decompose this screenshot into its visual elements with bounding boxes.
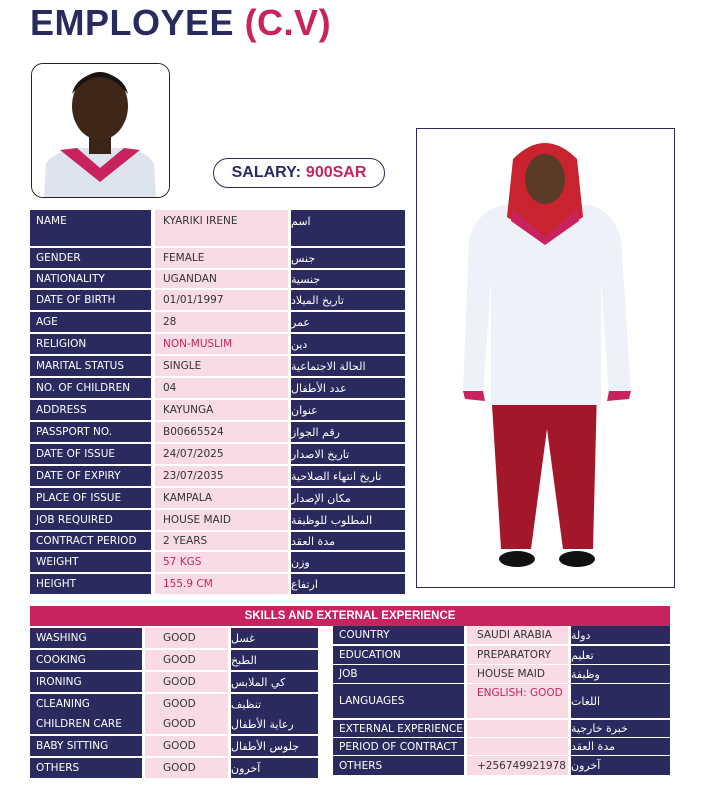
- experience-label-ar: دولة: [571, 626, 670, 644]
- skill-label-ar: آخرون: [231, 758, 318, 778]
- personal-value: HOUSE MAID: [155, 510, 288, 530]
- experience-label-ar: وظيفة: [571, 665, 670, 683]
- personal-label-ar: دين: [291, 334, 405, 354]
- personal-label-ar: جنسية: [291, 270, 405, 288]
- experience-label-ar: تعليم: [571, 646, 670, 664]
- personal-value: B00665524: [155, 422, 288, 442]
- experience-value: [467, 720, 568, 737]
- personal-value: 01/01/1997: [155, 290, 288, 310]
- full-body-photo: [416, 128, 675, 588]
- skill-value: GOOD: [145, 714, 228, 734]
- personal-label: ADDRESS: [30, 400, 151, 420]
- personal-value: SINGLE: [155, 356, 288, 376]
- skill-label-ar: تنظيف: [231, 694, 318, 714]
- personal-label: PLACE OF ISSUE: [30, 488, 151, 508]
- personal-label-ar: ارتفاع: [291, 574, 405, 594]
- skill-label-ar: جلوس الأطفال: [231, 736, 318, 756]
- personal-label: RELIGION: [30, 334, 151, 354]
- skill-value: GOOD: [145, 628, 228, 648]
- personal-label-ar: المطلوب للوظيفة: [291, 510, 405, 530]
- skill-label-ar: كي الملابس: [231, 672, 318, 692]
- personal-value: 04: [155, 378, 288, 398]
- experience-label-ar: مدة العقد: [571, 738, 670, 755]
- portrait-photo: [31, 63, 170, 198]
- skill-label: CHILDREN CARE: [30, 714, 142, 734]
- personal-label: PASSPORT NO.: [30, 422, 151, 442]
- experience-label: JOB: [333, 665, 464, 683]
- skill-value: GOOD: [145, 694, 228, 714]
- personal-label-ar: تاريخ الميلاد: [291, 290, 405, 310]
- skill-value: GOOD: [145, 650, 228, 670]
- personal-label: DATE OF BIRTH: [30, 290, 151, 310]
- personal-value: 155.9 CM: [155, 574, 288, 594]
- personal-label: DATE OF EXPIRY: [30, 466, 151, 486]
- personal-label-ar: تاريخ الاصدار: [291, 444, 405, 464]
- personal-label-ar: اسم: [291, 210, 405, 246]
- personal-value: 28: [155, 312, 288, 332]
- skill-label: OTHERS: [30, 758, 142, 778]
- personal-label: WEIGHT: [30, 552, 151, 572]
- experience-value: PREPARATORY: [467, 646, 568, 664]
- skill-label-ar: رعاية الأطفال: [231, 714, 318, 734]
- personal-label: AGE: [30, 312, 151, 332]
- experience-label-ar: اللغات: [571, 684, 670, 718]
- skill-label: CLEANING: [30, 694, 142, 714]
- personal-label: NATIONALITY: [30, 270, 151, 288]
- salary-badge: [213, 158, 385, 188]
- experience-label-ar: آخرون: [571, 756, 670, 775]
- personal-label-ar: الحالة الاجتماعية: [291, 356, 405, 376]
- personal-label-ar: مكان الإصدار: [291, 488, 405, 508]
- personal-label-ar: عمر: [291, 312, 405, 332]
- personal-value: 2 YEARS: [155, 532, 288, 550]
- personal-label-ar: مدة العقد: [291, 532, 405, 550]
- personal-label: HEIGHT: [30, 574, 151, 594]
- personal-value: FEMALE: [155, 248, 288, 268]
- personal-value: NON-MUSLIM: [155, 334, 288, 354]
- personal-label: NO. OF CHILDREN: [30, 378, 151, 398]
- skill-label-ar: الطبخ: [231, 650, 318, 670]
- personal-value: KAMPALA: [155, 488, 288, 508]
- skills-section-title: SKILLS AND EXTERNAL EXPERIENCE: [30, 606, 670, 626]
- personal-label: MARITAL STATUS: [30, 356, 151, 376]
- personal-value: UGANDAN: [155, 270, 288, 288]
- personal-label-ar: عنوان: [291, 400, 405, 420]
- personal-label-ar: عدد الأطفال: [291, 378, 405, 398]
- personal-value: KAYUNGA: [155, 400, 288, 420]
- personal-label: GENDER: [30, 248, 151, 268]
- experience-value: ENGLISH: GOOD: [467, 684, 568, 718]
- skill-value: GOOD: [145, 672, 228, 692]
- experience-label: COUNTRY: [333, 626, 464, 644]
- personal-label-ar: رقم الجواز: [291, 422, 405, 442]
- experience-label: OTHERS: [333, 756, 464, 775]
- personal-label: NAME: [30, 210, 151, 246]
- experience-label-ar: خبرة خارجية: [571, 720, 670, 737]
- personal-label-ar: تاريخ انتهاء الصلاحية: [291, 466, 405, 486]
- salary-value: 900SAR: [305, 164, 367, 181]
- skill-value: GOOD: [145, 736, 228, 756]
- title-cv: (C.V): [244, 2, 332, 43]
- personal-value: KYARIKI IRENE: [155, 210, 288, 246]
- skill-label: BABY SITTING: [30, 736, 142, 756]
- personal-label-ar: وزن: [291, 552, 405, 572]
- personal-label: DATE OF ISSUE: [30, 444, 151, 464]
- skill-label: WASHING: [30, 628, 142, 648]
- personal-label: JOB REQUIRED: [30, 510, 151, 530]
- experience-label: PERIOD OF CONTRACT: [333, 738, 464, 755]
- personal-value: 23/07/2035: [155, 466, 288, 486]
- salary-label: SALARY:: [231, 164, 301, 181]
- personal-value: 57 KGS: [155, 552, 288, 572]
- experience-value: [467, 738, 568, 755]
- page-title: [30, 2, 331, 44]
- personal-value: 24/07/2025: [155, 444, 288, 464]
- skill-label: COOKING: [30, 650, 142, 670]
- experience-value: +256749921978: [467, 756, 568, 775]
- experience-value: HOUSE MAID: [467, 665, 568, 683]
- skill-label-ar: غسل: [231, 628, 318, 648]
- personal-label: CONTRACT PERIOD: [30, 532, 151, 550]
- experience-value: SAUDI ARABIA: [467, 626, 568, 644]
- skill-value: GOOD: [145, 758, 228, 778]
- experience-label: LANGUAGES: [333, 684, 464, 718]
- experience-label: EDUCATION: [333, 646, 464, 664]
- skill-label: IRONING: [30, 672, 142, 692]
- experience-label: EXTERNAL EXPERIENCE: [333, 720, 464, 737]
- personal-label-ar: جنس: [291, 248, 405, 268]
- title-employee: EMPLOYEE: [30, 2, 235, 43]
